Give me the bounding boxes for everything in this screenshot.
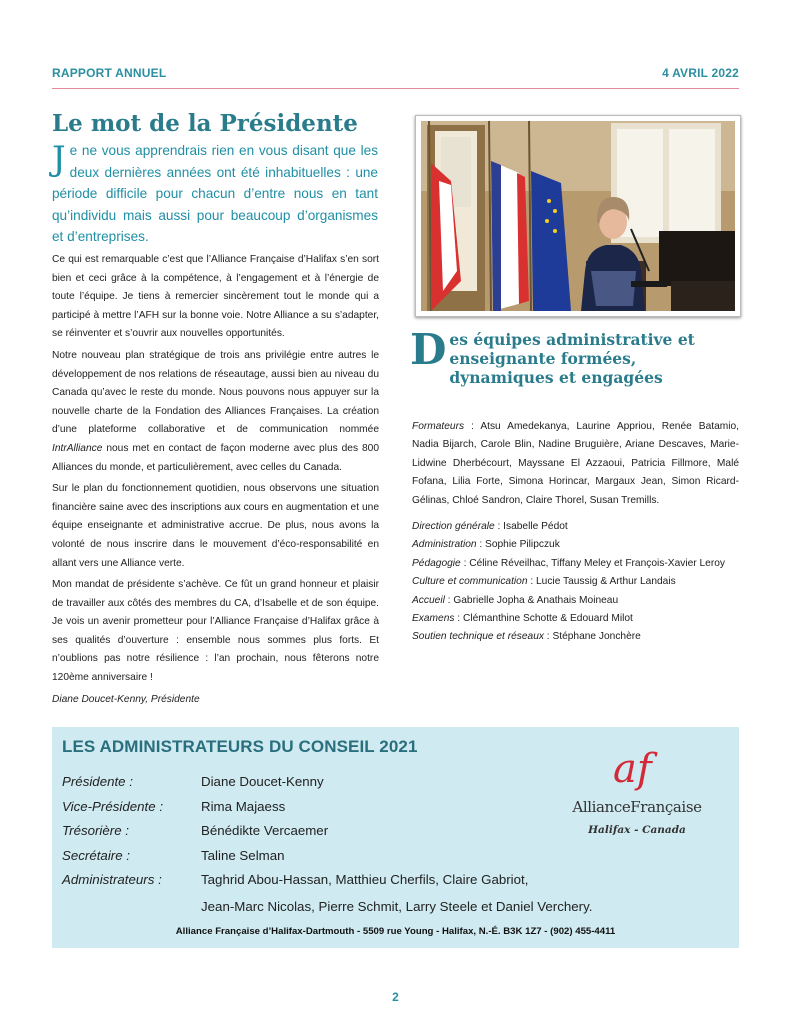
team-heading-line3: dynamiques et engagées	[449, 368, 663, 387]
board-title: LES ADMINISTRATEURS DU CONSEIL 2021	[62, 737, 418, 756]
board-role: Vice-Présidente :	[62, 798, 164, 814]
team-role-value: : Stéphane Jonchère	[543, 631, 641, 643]
letter-paragraph: Notre nouveau plan stratégique de trois ans privilégie entre autres le développement de nos relations de réseautage, aussi bien au niveau du Canada qu’avec le reste du monde. Nous pouvons nous appuyer sur la nouvelle charte de la Fondation des Alliances Françaises. La création d’une plateforme collaborative et de communication nommée IntrAlliance nous met en contact de façon moderne avec plus des 800 Alliances du monde, et particulièrement, avec celles du Canada.	[52, 349, 379, 473]
page-number: 2	[392, 990, 399, 1004]
team-role-label: Administration	[412, 539, 477, 551]
team-role-line	[412, 610, 739, 628]
board-name: Taline Selman	[201, 847, 285, 863]
af-logo-city: Halifax - Canada	[588, 824, 686, 836]
team-role-label: Examens	[412, 613, 455, 625]
team-role-label: Culture et communication	[412, 576, 528, 588]
intro-paragraph	[52, 140, 378, 248]
formateurs-paragraph	[412, 418, 739, 510]
team-role-line	[412, 628, 739, 646]
board-name-continued: Jean-Marc Nicolas, Pierre Schmit, Larry Steele et Daniel Verchery.	[201, 899, 593, 914]
team-role-value: : Isabelle Pédot	[494, 521, 568, 533]
team-roles	[412, 518, 739, 647]
intro-text: e ne vous apprendrais rien en vous disant que les deux dernières années ont été inhabituelles : une période difficile pour chacun d’entre nous en tant qu’individu mais aussi pour beaucoup d’organismes et d’entreprises.	[52, 143, 378, 244]
team-role-label: Accueil	[412, 594, 445, 606]
formateurs-text: : Atsu Amedekanya, Laurine Appriou, Renée Batamio, Nadia Bijarch, Carole Blin, Nadine Bruguière, Ariane Descaves, Marie-Lidwine Dherbécourt, Mayssane El Azzaoui, Patricia Fillmore, Malé Fofana, Lilia Forte, Simona Horincar, Margaux Jean, Simon Ricard-Gélinas, Chloé Sandron, Claire Thorel, Susan Tremills.	[412, 421, 739, 506]
intro-dropcap: J	[52, 139, 66, 179]
board-role: Présidente :	[62, 774, 133, 789]
board-role: Secrétaire :	[62, 847, 130, 863]
team-role-value: : Lucie Taussig & Arthur Landais	[527, 576, 676, 588]
team-role-value: : Sophie Pilipczuk	[476, 539, 560, 551]
board-name: Bénédikte Vercaemer	[201, 823, 329, 838]
team-role-value: : Céline Réveilhac, Tiffany Meley et François-Xavier Leroy	[460, 557, 725, 569]
board-name: Rima Majaess	[201, 798, 286, 814]
af-logo-mark: af	[613, 746, 652, 792]
board-box	[52, 727, 739, 948]
letter-body	[52, 251, 379, 691]
formateurs-label: Formateurs	[412, 421, 465, 432]
team-role-line	[412, 536, 739, 554]
board-role: Trésorière :	[62, 823, 129, 838]
letter-paragraph: Sur le plan du fonctionnement quotidien, nous observons une situation financière saine avec des inscriptions aux cours en augmentation et une équipe enseignante et administrative accrue. De plus, nous avons la volonté de nous inscrire dans le mouvement d’éco-responsabilité en allant vers une Alliance verte.	[52, 483, 379, 569]
team-role-value: : Gabrielle Jopha & Anathais Moineau	[444, 594, 619, 606]
team-role-label: Pédagogie	[412, 557, 461, 569]
team-role-label: Direction générale	[412, 521, 495, 533]
team-role-line	[412, 592, 739, 610]
header-date: 4 AVRIL 2022	[662, 66, 739, 80]
board-name: Taghrid Abou-Hassan, Matthieu Cherfils, Claire Gabriot,	[201, 872, 529, 887]
team-role-label: Soutien technique et réseaux	[412, 631, 544, 643]
af-logo-name: AllianceFrançaise	[572, 798, 702, 816]
team-role-line	[412, 555, 739, 573]
board-name: Diane Doucet-Kenny	[201, 774, 324, 789]
letter-paragraph: Mon mandat de présidente s’achève. Ce fût un grand honneur et plaisir de travailler aux côtés des membres du CA, d’Isabelle et de son équipe. Je vois un avenir prometteur pour l’Alliance Française d’Halifax grâce à ses qualités d’ouverture : ensemble nous sommes plus forts. Et n’oublions pas notre résilience : l’an prochain, nous fêterons notre 120ème anniversaire !	[52, 579, 379, 684]
header-divider	[52, 88, 739, 89]
board-role: Administrateurs :	[62, 872, 162, 887]
team-dropcap: D	[410, 325, 447, 374]
team-role-line	[412, 573, 739, 591]
team-heading	[410, 325, 745, 387]
team-role-line	[412, 518, 739, 536]
president-photo	[415, 115, 741, 317]
signature: Diane Doucet-Kenny, Présidente	[52, 694, 200, 705]
team-body	[412, 418, 739, 647]
team-heading-line2: enseignante formées,	[449, 349, 637, 368]
page-title: Le mot de la Présidente	[52, 110, 358, 137]
header-report-label: RAPPORT ANNUEL	[52, 66, 167, 80]
alliance-francaise-logo	[557, 747, 717, 847]
letter-paragraph: Ce qui est remarquable c’est que l’Alliance Française d’Halifax s’en sort bien et ceci grâce à la compétence, à l’engagement et à l’énergie de toute l’équipe. Je tiens à remercier sincèrement tout le monde qui a participé à mettre l’AFH sur la bonne voie. Notre Alliance a su s’adapter, se réinventer et s’ouvrir aux nouvelles opportunités.	[52, 254, 379, 340]
platform-name: IntrAlliance	[52, 442, 103, 454]
contact-footer: Alliance Française d’Halifax-Dartmouth - 5509 rue Young - Halifax, N.-É. B3K 1Z7 - (902) 455-4411	[175, 926, 616, 937]
team-role-value: : Clémanthine Schotte & Edouard Milot	[454, 613, 633, 625]
team-heading-line1: es équipes administrative et	[449, 330, 695, 349]
